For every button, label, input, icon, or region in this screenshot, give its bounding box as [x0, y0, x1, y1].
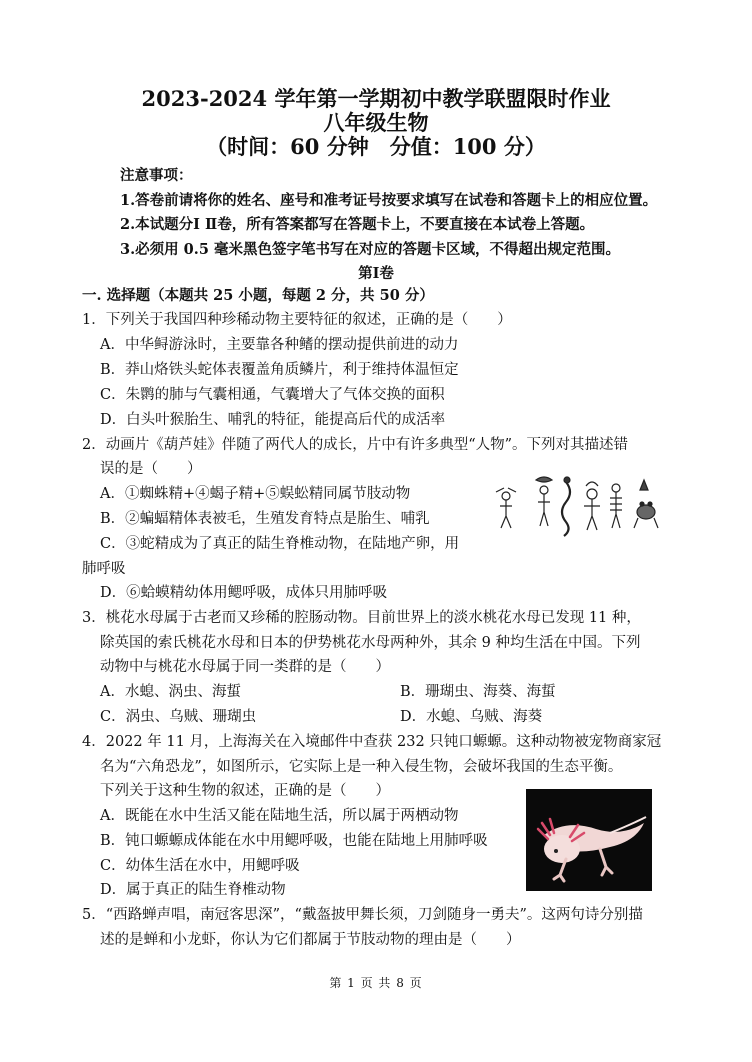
- question-3-stem: 3．桃花水母属于古老而又珍稀的腔肠动物。目前世界上的淡水桃花水母已发现 11 种，: [82, 610, 641, 626]
- exam-title: 2023-2024 学年第一学期初中教学联盟限时作业: [141, 86, 611, 111]
- question-2-option-a: A．①蜘蛛精+④蝎子精+⑤蜈蚣精同属节肢动物: [100, 486, 411, 502]
- calabash-characters-illustration: [494, 472, 664, 542]
- question-1-stem: 1．下列关于我国四种珍稀动物主要特征的叙述，正确的是（ ）: [82, 312, 512, 328]
- question-4-option-d: D．属于真正的陆生脊椎动物: [100, 882, 286, 898]
- question-4-option-a: A．既能在水中生活又能在陆地生活，所以属于两栖动物: [100, 808, 459, 824]
- question-1-option-c: C．朱鹮的肺与气囊相通，气囊增大了气体交换的面积: [100, 387, 445, 403]
- question-4-option-b: B．钝口螈螈成体能在水中用鳃呼吸，也能在陆地上用肺呼吸: [100, 833, 488, 849]
- question-3-option-c: C．涡虫、乌贼、珊瑚虫: [100, 709, 257, 725]
- question-4-stem: 下列关于这种生物的叙述，正确的是（ ）: [100, 783, 390, 799]
- question-1-option-a: A．中华鲟游泳时，主要靠各种鳍的摆动提供前进的动力: [100, 337, 459, 353]
- axolotl-photo: [526, 789, 652, 891]
- question-4-stem: 4．2022 年 11 月，上海海关在入境邮件中查获 232 只钝口螈螈。这种动物被宠物商家冠: [82, 734, 662, 750]
- notice-item: 3.必须用 0.5 毫米黑色签字笔书写在对应的答题卡区域，不得超出规定范围。: [120, 241, 620, 258]
- notice-label: 注意事项：: [120, 167, 193, 184]
- question-2-stem: 误的是（ ）: [100, 461, 202, 477]
- notice-item: 2.本试题分Ⅰ Ⅱ卷，所有答案都写在答题卡上，不要直接在本试卷上答题。: [120, 216, 595, 233]
- section-heading: 一. 选择题（本题共 25 小题，每题 2 分，共 50 分）: [82, 287, 434, 304]
- question-2-option-c-cont: 肺呼吸: [82, 561, 126, 577]
- question-4-stem: 名为“六角恐龙”，如图所示，它实际上是一种入侵生物，会破坏我国的生态平衡。: [100, 759, 623, 775]
- question-2-option-b: B．②蝙蝠精体表被毛，生殖发育特点是胎生、哺乳: [100, 511, 430, 527]
- question-3-stem: 动物中与桃花水母属于同一类群的是（ ）: [100, 659, 390, 675]
- question-2-stem: 2．动画片《葫芦娃》伴随了两代人的成长，片中有许多典型“人物”。下列对其描述错: [82, 437, 629, 453]
- question-2-option-c: C．③蛇精成为了真正的陆生脊椎动物，在陆地产卵，用: [100, 536, 460, 552]
- question-2-option-d: D．⑥蛤蟆精幼体用鳃呼吸，成体只用肺呼吸: [100, 585, 388, 601]
- question-5-stem: 述的是蝉和小龙虾，你认为它们都属于节肢动物的理由是（ ）: [100, 932, 521, 948]
- exam-time-score: （时间：60 分钟 分值：100 分）: [206, 134, 546, 159]
- question-3-option-d: D．水螅、乌贼、海葵: [400, 709, 543, 725]
- question-5-stem: 5．“西路蝉声唱，南冠客思深”，“戴盔披甲舞长须，刀剑随身一勇夫”。这两句诗分别描: [82, 907, 643, 923]
- notice-item: 1.答卷前请将你的姓名、座号和准考证号按要求填写在试卷和答题卡上的相应位置。: [120, 192, 658, 209]
- question-1-option-d: D．白头叶猴胎生、哺乳的特征，能提高后代的成活率: [100, 412, 446, 428]
- page-footer: 第 1 页 共 8 页: [329, 976, 423, 990]
- question-1-option-b: B．莽山烙铁头蛇体表覆盖角质鳞片，利于维持体温恒定: [100, 362, 459, 378]
- question-3-option-b: B．珊瑚虫、海葵、海蜇: [400, 684, 556, 700]
- question-4-option-c: C．幼体生活在水中，用鳃呼吸: [100, 858, 300, 874]
- question-3-option-a: A．水螅、涡虫、海蜇: [100, 684, 241, 700]
- exam-subject: 八年级生物: [323, 110, 429, 135]
- volume-heading: 第Ⅰ卷: [358, 265, 394, 282]
- question-3-stem: 除英国的索氏桃花水母和日本的伊势桃花水母两种外，其余 9 种均生活在中国。下列: [100, 635, 641, 651]
